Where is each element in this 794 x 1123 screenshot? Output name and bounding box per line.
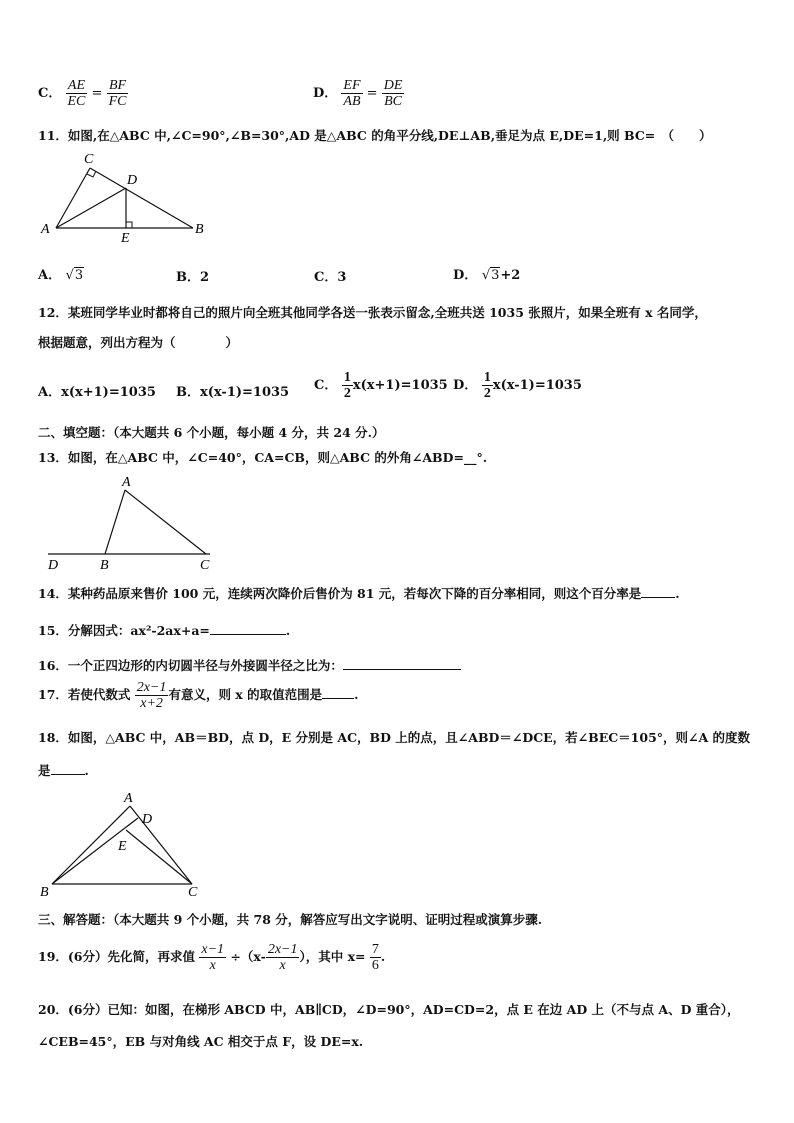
section-3-heading: 三、解答题：（本大题共 9 个小题，共 78 分，解答应写出文字说明、证明过程或演算步骤. [38, 912, 543, 927]
vertex-label-d: D [48, 558, 59, 572]
option-tail: +2 [500, 268, 521, 283]
option-text: 3 [337, 270, 347, 285]
fraction [66, 78, 88, 109]
punctuation: . [285, 623, 291, 638]
question-text: 有意义，则 x 的取值范围是 [168, 687, 323, 702]
q12-option-a [38, 381, 156, 400]
q12-option-d [453, 370, 582, 401]
option-label: B． [176, 385, 200, 400]
fraction [341, 78, 362, 109]
vertex-label-b: B [40, 885, 49, 898]
fraction [266, 942, 300, 973]
question-text: 14．某种药品原来售价 100 元，连续两次降价后售价为 81 元，若每次下降的百分率相同，则这个百分率是 [38, 586, 642, 601]
denominator: 2 [343, 386, 351, 401]
answer-blank[interactable] [641, 597, 675, 598]
radicand: 3 [491, 268, 500, 283]
option-label: D． [313, 86, 338, 101]
vertex-label-a: A [41, 222, 50, 237]
q11-option-c [314, 266, 346, 285]
option-label: B． [176, 270, 200, 285]
vertex-label-c: C [200, 558, 210, 572]
numerator: 1 [343, 370, 351, 385]
vertex-label-a: A [122, 475, 131, 490]
option-label: C． [314, 378, 338, 393]
q17-stem [38, 680, 358, 711]
q18-line2 [38, 761, 89, 779]
q10-option-d [313, 78, 404, 109]
q11-figure [38, 148, 213, 244]
q12-line1: 12．某班同学毕业时都将自己的照片向全班其他同学各送一张表示留念,全班共送 1035 张照片，如果全班有 x 名同学， [38, 305, 707, 320]
answer-blank[interactable] [343, 669, 461, 670]
sqrt-symbol: √3 [481, 268, 500, 283]
radicand: 3 [74, 268, 84, 283]
option-label: C． [38, 86, 62, 101]
vertex-label-c: C [188, 885, 198, 898]
fraction [482, 370, 493, 401]
vertex-label-a: A [124, 791, 133, 806]
vertex-label-b: B [195, 222, 204, 237]
vertex-label-e: E [118, 839, 127, 854]
q16-stem [38, 656, 461, 674]
q11-option-a [38, 264, 84, 283]
fraction [342, 370, 353, 401]
q12-option-c [314, 370, 448, 401]
q15-stem [38, 621, 290, 639]
denominator: 6 [371, 958, 379, 973]
numerator: BF [107, 78, 129, 94]
numerator: DE [383, 78, 403, 93]
question-text: 17．若使代数式 [38, 687, 131, 702]
sqrt-symbol: √3 [65, 268, 84, 283]
q20-line1: 20．(6分）已知：如图，在梯形 ABCD 中，AB∥CD，∠D=90°，AD=CD=2，点 E 在边 AD 上（不与点 A、D 重合）， [38, 1002, 740, 1017]
numerator: AE [66, 78, 88, 94]
vertex-label-d: D [127, 173, 138, 188]
answer-blank[interactable] [210, 634, 286, 635]
section-2-heading: 二、填空题：（本大题共 6 个小题，每小题 4 分，共 24 分.） [38, 425, 385, 440]
denominator: AB [343, 94, 361, 109]
option-text: x(x+1)=1035 [61, 385, 156, 400]
numerator: 7 [371, 942, 379, 957]
question-text: ），其中 x= [299, 949, 366, 964]
denominator: BC [384, 94, 402, 109]
q18-figure [38, 790, 208, 898]
answer-blank[interactable] [322, 698, 354, 699]
equals-sign: = [91, 86, 103, 101]
fraction [382, 78, 405, 109]
option-label: A． [38, 268, 62, 283]
q19-stem [38, 942, 385, 973]
option-text: x(x+1)=1035 [352, 378, 448, 393]
option-text: x(x-1)=1035 [492, 378, 582, 393]
vertex-label-b: B [100, 558, 109, 572]
q13-stem: 13．如图，在△ABC 中，∠C=40°，CA=CB，则△ABC 的外角∠ABD=__°. [38, 450, 488, 465]
option-label: C． [314, 270, 338, 285]
q12-line2: 根据题意，列出方程为（ ） [38, 335, 239, 350]
answer-blank[interactable] [51, 774, 85, 775]
punctuation: . [675, 586, 680, 601]
vertex-label-d: D [142, 812, 153, 827]
option-text: x(x-1)=1035 [200, 385, 290, 400]
fraction [199, 942, 226, 973]
fraction [107, 78, 129, 109]
denominator: x [279, 958, 286, 973]
question-text: 是 [38, 763, 51, 778]
vertex-label-c: C [84, 152, 94, 167]
question-text: 16．一个正四边形的内切圆半径与外接圆半径之比为： [38, 658, 343, 673]
q12-option-b [176, 381, 289, 400]
option-label: D． [453, 268, 478, 283]
numerator: EF [343, 78, 361, 93]
option-label: D． [453, 378, 478, 393]
denominator: x+2 [140, 696, 163, 711]
fraction [135, 680, 169, 711]
equals-sign: = [366, 86, 378, 101]
numerator: 2x−1 [267, 942, 298, 957]
option-text: 2 [200, 270, 210, 285]
denominator: FC [108, 94, 127, 109]
denominator: x [209, 958, 216, 973]
q14-stem [38, 584, 680, 602]
vertex-label-e: E [121, 231, 130, 244]
denominator: EC [67, 94, 86, 109]
numerator: 1 [483, 370, 491, 385]
q11-option-d [453, 264, 520, 283]
punctuation: . [380, 949, 386, 964]
numerator: 2x−1 [136, 680, 167, 695]
punctuation: . [354, 687, 359, 702]
q13-figure [40, 472, 220, 572]
q20-line2: ∠CEB=45°，EB 与对角线 AC 相交于点 F，设 DE=x. [38, 1034, 364, 1049]
punctuation: . [84, 763, 89, 778]
question-text: 19．(6分）先化简，再求值 [38, 949, 196, 964]
fraction [370, 942, 381, 973]
q18-line1: 18．如图，△ABC 中，AB＝BD，点 D，E 分别是 AC，BD 上的点，且∠ABD＝∠DCE，若∠BEC＝105°，则∠A 的度数 [38, 730, 751, 745]
option-label: A． [38, 385, 62, 400]
question-text: 15．分解因式：ax²-2ax+a= [38, 623, 210, 638]
q11-stem: 11．如图,在△ABC 中,∠C=90°,∠B=30°,AD 是△ABC 的角平分线,DE⊥AB,垂足为点 E,DE=1,则 BC= （ ） [38, 128, 712, 143]
numerator: x−1 [201, 942, 225, 957]
denominator: 2 [483, 386, 491, 401]
q11-option-b [176, 266, 209, 285]
question-text: ÷（x- [230, 949, 266, 964]
q10-option-c [38, 78, 128, 109]
